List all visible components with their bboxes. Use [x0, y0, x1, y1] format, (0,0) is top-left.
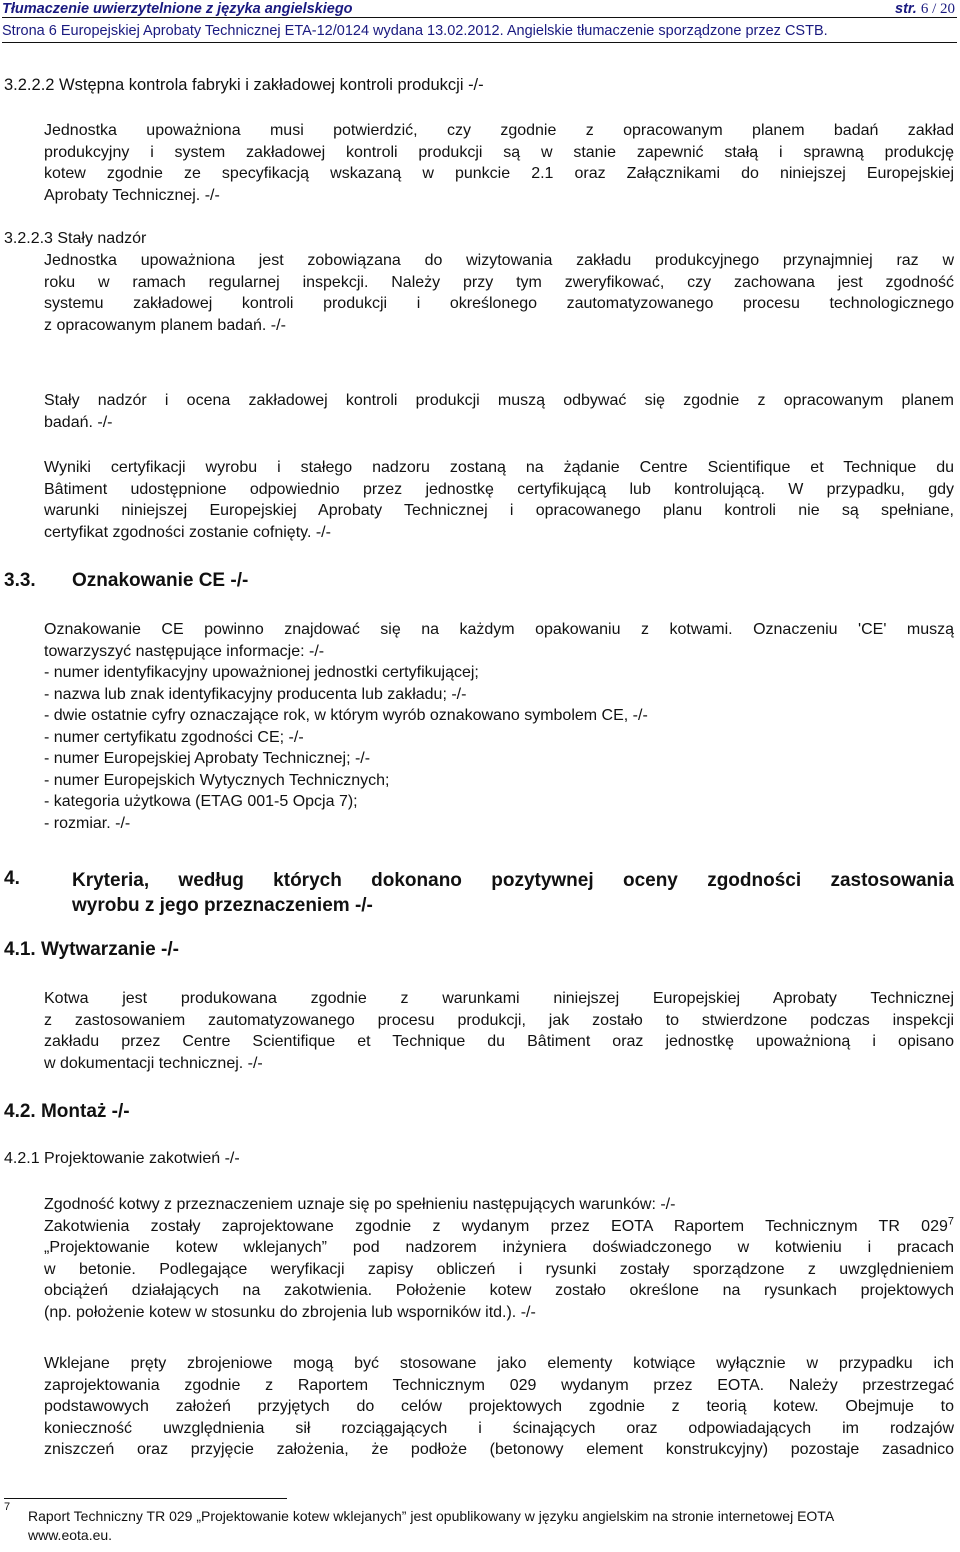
- header-subtitle: Strona 6 Europejskiej Aprobaty Technicznej ETA-12/0124 wydana 13.02.2012. Angielskie tłumaczenie sporządzone przez CSTB.: [2, 23, 957, 43]
- list-item: - numer identyfikacyjny upoważnionej jednostki certyfikującej;: [44, 664, 479, 681]
- section-421-p2: [44, 1353, 954, 1461]
- section-3223-p3: [44, 457, 954, 543]
- section-421-p1: [44, 1194, 954, 1323]
- text-line: konieczność uwzględnienia sił rozciągających i ścinających oraz odpowiadających im rodzajów: [44, 1419, 954, 1437]
- list-item: - dwie ostatnie cyfry oznaczające rok, w którym wyrób oznakowano symbolem CE, -/-: [44, 707, 648, 724]
- section-3222-heading: 3.2.2.2 Wstępna kontrola fabryki i zakładowej kontroli produkcji -/-: [4, 76, 484, 94]
- section-33-number: 3.3.: [4, 570, 36, 591]
- section-42-heading: 4.2. Montaż -/-: [4, 1101, 130, 1122]
- text-line: (np. położenie kotew w stosunku do zbrojenia lub wsporników itd.). -/-: [44, 1303, 536, 1321]
- section-4-title-line: wyrobu z jego przeznaczeniem -/-: [72, 895, 373, 916]
- section-3223-p2: [44, 390, 954, 433]
- section-33-title: Oznakowanie CE -/-: [72, 570, 249, 591]
- section-3222-body: [44, 120, 954, 206]
- text-line: „Projektowanie kotew wklejanych” pod nadzorem inżyniera doświadczonego w kotwieniu i pracach: [44, 1239, 954, 1256]
- section-4-title-line: Kryteria, według których dokonano pozytywnej oceny zgodności zastosowania: [72, 870, 954, 891]
- list-item: - numer Europejskich Wytycznych Technicznych;: [44, 771, 390, 789]
- section-4-number: 4.: [4, 868, 20, 889]
- text-line: Kotwa jest produkowana zgodnie z warunkami niniejszej Europejskiej Aprobaty Technicznej: [44, 990, 954, 1007]
- text-line: roku w ramach regularnej inspekcji. Należy przy tym zweryfikować, czy zachowana jest zgodność: [44, 273, 954, 291]
- list-item: - numer Europejskiej Aprobaty Technicznej; -/-: [44, 750, 371, 767]
- section-41-body: [44, 988, 954, 1074]
- text-line: w dokumentacji technicznej. -/-: [44, 1054, 263, 1072]
- text-line: Zgodność kotwy z przeznaczeniem uznaje się po spełnieniu następujących warunków: -/-: [44, 1196, 676, 1213]
- text-line: Zakotwienia zostały zaprojektowane zgodnie z wydanym przez EOTA Raportem Technicznym TR 029: [44, 1217, 948, 1235]
- footnote-link[interactable]: www.eota.eu.: [28, 1527, 113, 1543]
- text-line: zniszczeń oraz przyjęcie założenia, że podłoże (betonowy element konstrukcyjny) pozostaje zasadnico: [44, 1441, 954, 1458]
- text-line: obciążeń działających na zakotwienia. Położenie kotew zostało określone na rysunkach projektowych: [44, 1282, 954, 1299]
- section-41-heading: 4.1. Wytwarzanie -/-: [4, 939, 179, 960]
- text-line: Wklejane pręty zbrojeniowe mogą być stosowane jako elementy kotwiące wyłącznie w przypadku ich: [44, 1355, 954, 1372]
- text-line: Jednostka upoważniona jest zobowiązana do wizytowania zakładu produkcyjnego przynajmniej raz w: [44, 252, 954, 269]
- page-header: [0, 0, 960, 70]
- text-line: Oznakowanie CE powinno znajdować się na każdym opakowaniu z kotwami. Oznaczeniu 'CE' muszą: [44, 621, 954, 638]
- text-line: Aprobaty Technicznej. -/-: [44, 186, 220, 204]
- header-top-row: [2, 1, 957, 18]
- text-line: Jednostka upoważniona musi potwierdzić, czy zgodnie z opracowanym planem badań zakład: [44, 122, 954, 139]
- text-line: z zastosowaniem zautomatyzowanego procesu produkcji, jak zostało to stwierdzone podczas inspekcji: [44, 1011, 954, 1029]
- text-line: w betonie. Podlegające weryfikacji zapisy obliczeń i rysunki zostały sporządzone z uwzględnieniem: [44, 1260, 954, 1278]
- text-line: Wyniki certyfikacji wyrobu i stałego nadzoru zostaną na żądanie Centre Scientifique et Technique du: [44, 459, 954, 476]
- text-line: z opracowanym planem badań. -/-: [44, 316, 286, 334]
- header-page-info: [895, 1, 955, 18]
- footnote-text: [28, 1507, 834, 1545]
- page-label: str.: [895, 1, 917, 17]
- text-line: Stały nadzór i ocena zakładowej kontroli produkcji muszą odbywać się zgodnie z opracowanym planem: [44, 392, 954, 409]
- text-line: kotew zgodnie ze specyfikacją wskazaną w punkcie 2.1 oraz Załącznikami do niniejszej Europejskiej: [44, 165, 954, 182]
- text-line: warunki niniejszej Europejskiej Aprobaty Technicznej i opracowanego planu kontroli nie są spełniane,: [44, 502, 954, 519]
- header-title: Tłumaczenie uwierzytelnione z języka angielskiego: [2, 1, 353, 17]
- list-item: - nazwa lub znak identyfikacyjny producenta lub zakładu; -/-: [44, 685, 467, 703]
- text-line: towarzyszyć następujące informacje: -/-: [44, 642, 325, 660]
- page-number: 6 / 20: [920, 1, 955, 17]
- text-line: systemu zakładowej kontroli produkcji i określonego zautomatyzowanego procesu technologicznego: [44, 295, 954, 312]
- footnote-line: Raport Techniczny TR 029 „Projektowanie kotew wklejanych” jest opublikowany w języku angielskim na stronie internetowej EOTA: [28, 1508, 835, 1524]
- text-line: podstawowych założeń przyjętych do celów projektowych zgodnie z teorią kotew. Obejmuje to: [44, 1398, 954, 1415]
- section-421-heading: 4.2.1 Projektowanie zakotwień -/-: [4, 1150, 240, 1167]
- section-33-body: [44, 619, 954, 834]
- section-3223-heading: 3.2.2.3 Stały nadzór: [4, 230, 147, 247]
- list-item: - numer certyfikatu zgodności CE; -/-: [44, 728, 304, 746]
- footnote-rule: [4, 1498, 287, 1499]
- list-item: - kategoria użytkowa (ETAG 001-5 Opcja 7);: [44, 793, 358, 810]
- text-line: produkcyjny i system zakładowej kontroli produkcji są w stanie zapewnić stałą i sprawną produkcję: [44, 143, 954, 161]
- text-line: zaprojektowania zgodnie z Raportem Technicznym 029 wydanym przez EOTA. Należy przestrzegać: [44, 1376, 954, 1394]
- text-line-with-ref: [44, 1216, 954, 1238]
- list-item: - rozmiar. -/-: [44, 814, 131, 832]
- text-line: badań. -/-: [44, 413, 113, 431]
- footnote-number: 7: [4, 1501, 11, 1513]
- text-line: certyfikat zgodności zostanie cofnięty. -/-: [44, 523, 331, 541]
- section-4-title: [72, 868, 954, 918]
- text-line: zakładu przez Centre Scientifique et Technique du Bâtiment oraz jednostkę upoważnioną i opisano: [44, 1033, 954, 1050]
- footnote-ref: 7: [947, 1215, 954, 1228]
- section-3223-p1: [44, 250, 954, 336]
- text-line: Bâtiment udostępnione odpowiednio przez jednostkę certyfikującą lub kontrolującą. W przypadku, gdy: [44, 480, 954, 498]
